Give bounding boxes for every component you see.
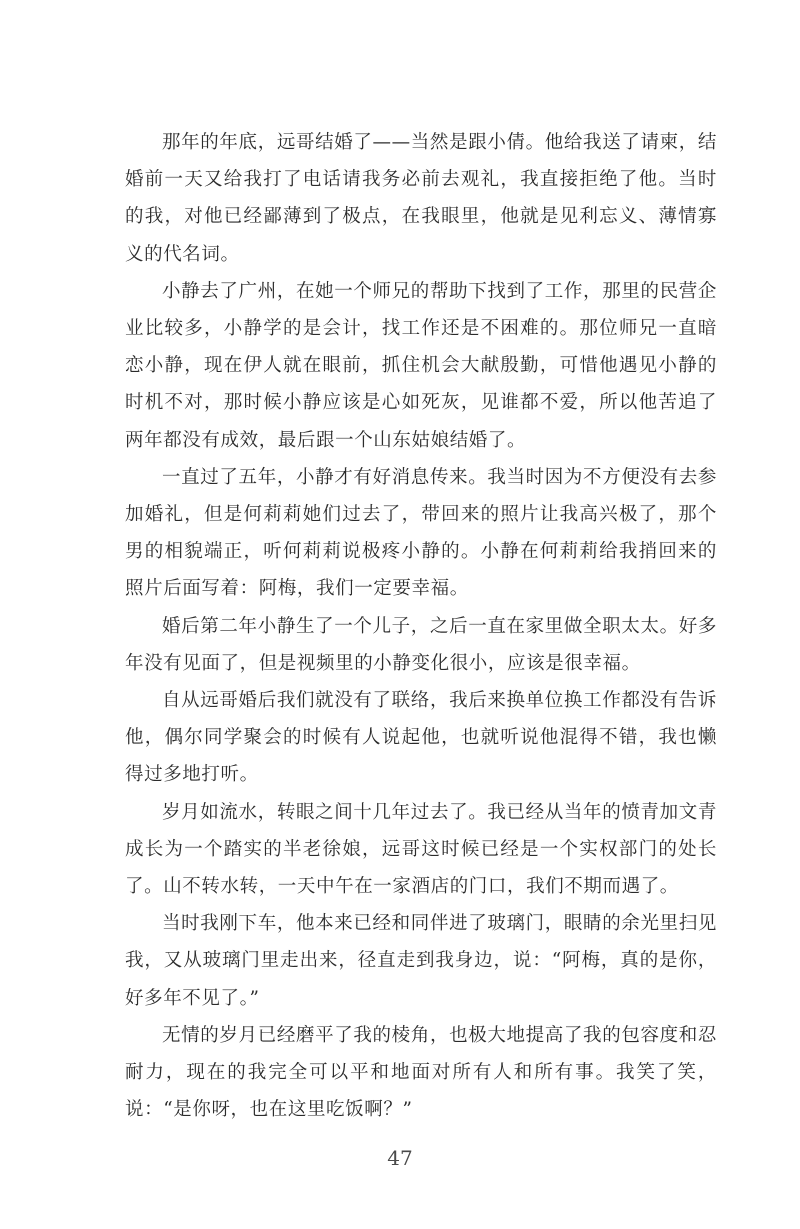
paragraph-7: 当时我刚下车，他本来已经和同伴进了玻璃门，眼睛的余光里扫见我，又从玻璃门里走出来，径直走到我身边，说：“阿梅，真的是你，好多年不见了。” xyxy=(125,913,717,1009)
paragraph-1: 那年的年底，远哥结婚了——当然是跟小倩。他给我送了请柬，结婚前一天又给我打了电话请我务必前去观礼，我直接拒绝了他。当时的我，对他已经鄙薄到了极点，在我眼里，他就是见利忘义、薄情寡义的代名词。 xyxy=(125,132,717,265)
page-number: 47 xyxy=(387,1146,413,1170)
paragraph-2: 小静去了广州，在她一个师兄的帮助下找到了工作，那里的民营企业比较多，小静学的是会计，找工作还是不困难的。那位师兄一直暗恋小静，现在伊人就在眼前，抓住机会大献殷勤，可惜他遇见小静的时机不对，那时候小静应该是心如死灰，见谁都不爱，所以他苦追了两年都没有成效，最后跟一个山东姑娘结婚了。 xyxy=(125,280,717,451)
paragraph-6: 岁月如流水，转眼之间十几年过去了。我已经从当年的愤青加文青成长为一个踏实的半老徐娘，远哥这时候已经是一个实权部门的处长了。山不转水转，一天中午在一家酒店的门口，我们不期而遇了。 xyxy=(125,801,717,898)
paragraph-3: 一直过了五年，小静才有好消息传来。我当时因为不方便没有去参加婚礼，但是何莉莉她们过去了，带回来的照片让我高兴极了，那个男的相貌端正，听何莉莉说极疼小静的。小静在何莉莉给我捎回来的照片后面写着：阿梅，我们一定要幸福。 xyxy=(125,466,717,600)
paragraph-5: 自从远哥婚后我们就没有了联络，我后来换单位换工作都没有告诉他，偶尔同学聚会的时候有人说起他，也就听说他混得不错，我也懒得过多地打听。 xyxy=(125,690,717,786)
paragraph-8: 无情的岁月已经磨平了我的棱角，也极大地提高了我的包容度和忍耐力，现在的我完全可以平和地面对所有人和所有事。我笑了笑，说：“是你呀，也在这里吃饭啊？” xyxy=(125,1024,717,1121)
text-body xyxy=(125,124,717,1128)
paragraph-4: 婚后第二年小静生了一个儿子，之后一直在家里做全职太太。好多年没有见面了，但是视频里的小静变化很小，应该是很幸福。 xyxy=(125,615,717,674)
